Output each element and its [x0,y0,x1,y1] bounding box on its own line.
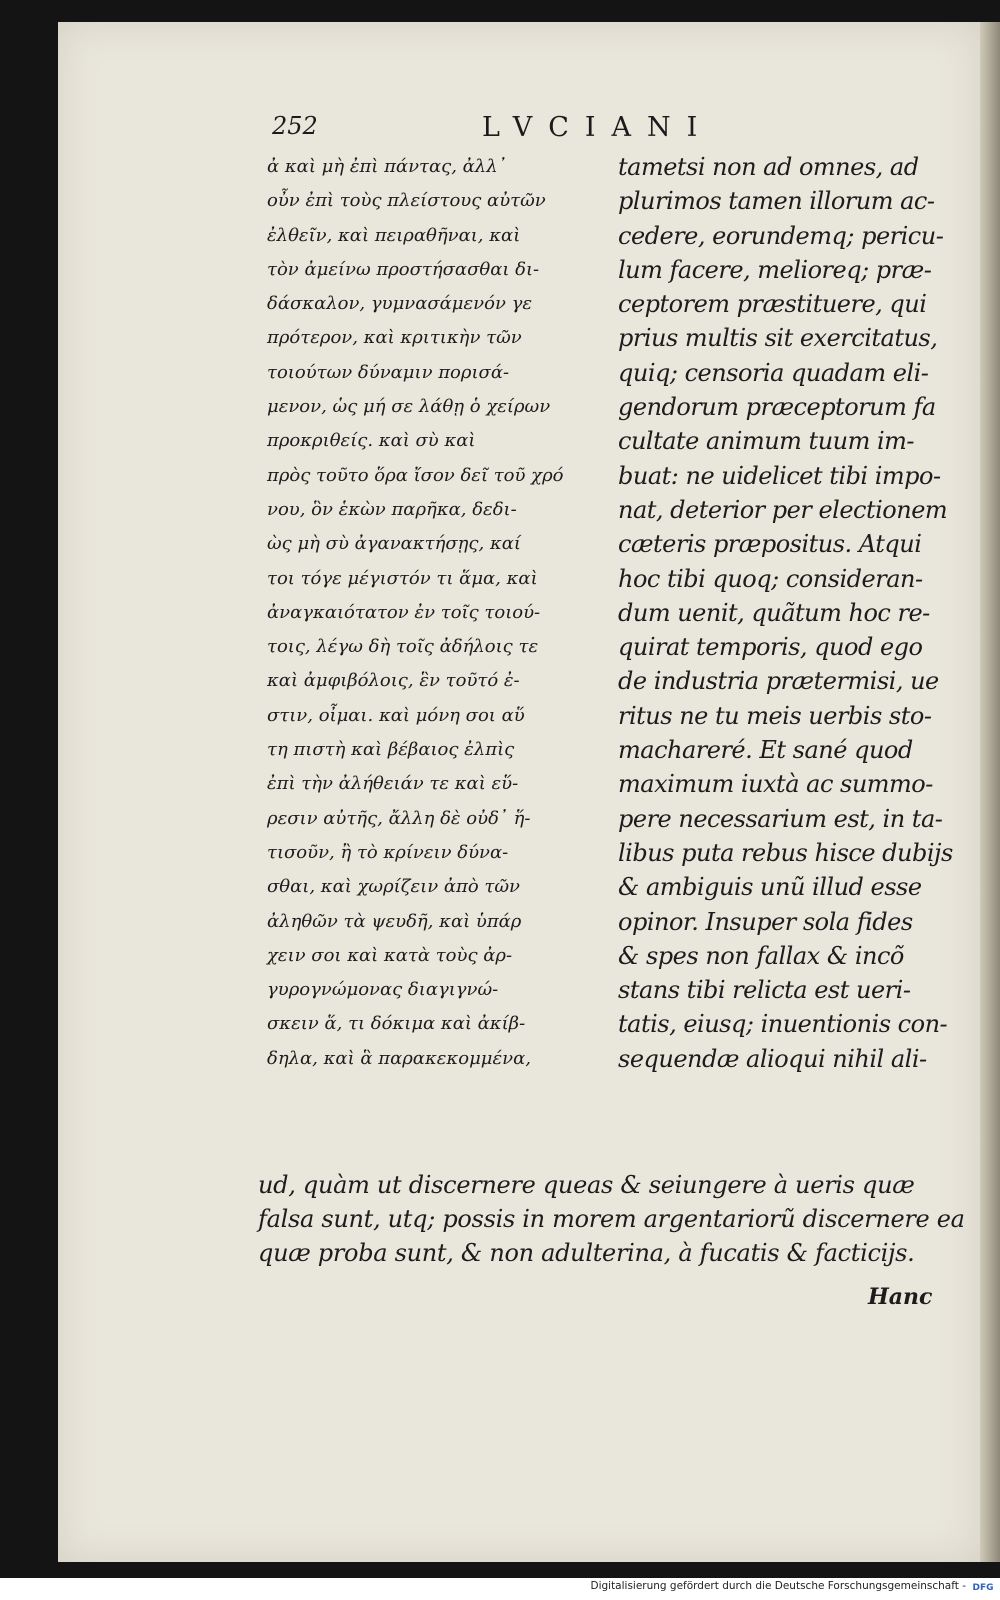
greek-line: τισοῦν, ἢ τὸ κρίνειν δύνα- [267,841,509,863]
latin-line: & ambiguis unũ illud esse [618,873,922,902]
latin-line: ritus ne tu meis uerbis sto- [618,701,932,730]
greek-line: τοιούτων δύναμιν πορισά- [267,361,510,383]
greek-line: σθαι, καὶ χωρίζειν ἀπὸ τῶν [267,876,521,898]
greek-line: ἀληθῶν τὰ ψευδῆ, καὶ ὑπάρ [267,910,522,932]
page-edge [980,22,1000,1562]
greek-line: τοι τόγε μέγιστόν τι ἅμα, καὶ [267,567,538,589]
greek-line: μενον, ὡς μή σε λάθῃ ὁ χείρων [267,396,551,418]
greek-line: ὼς μὴ σὺ ἀγανακτήσῃς, καί [267,533,521,555]
latin-line: libus puta rebus hisce dubijs [618,838,953,867]
latin-line: cæteris præpositus. Atqui [618,530,922,559]
greek-line: ρεσιν αὐτῆς, ἄλλη δὲ οὐδ᾽ ἥ- [267,807,531,829]
text-line: quæ proba sunt, & non adulterina, à fucatis & facticijs. [258,1239,915,1267]
greek-line: ἀναγκαιότατον ἐν τοῖς τοιού- [267,601,541,623]
greek-line: γυρογνώμονας διαγιγνώ- [267,979,499,1001]
full-width-text [258,1168,965,1270]
text-line: falsa sunt, utq; possis in morem argentariorũ discernere ea [258,1205,965,1233]
latin-line: sequendæ alioqui nihil ali- [618,1044,927,1073]
greek-line: οὖν ἐπὶ τοὺς πλείστους αὐτῶν [267,190,546,212]
latin-line: cedere, eorundemq; pericu- [618,221,944,250]
latin-line: quiq; censoria quadam eli- [618,358,929,387]
latin-line: plurimos tamen illorum ac- [618,187,935,216]
latin-line: hoc tibi quoq; consideran- [618,564,923,593]
latin-column [618,150,953,1076]
catchword: Hanc [868,1284,933,1310]
greek-line: χειν σοι καὶ κατὰ τοὺς ἀρ- [267,944,513,966]
digitization-credit: Digitalisierung gefördert durch die Deutsche Forschungsgemeinschaft - [590,1580,966,1592]
greek-line: σκειν ἅ, τι δόκιμα καὶ ἀκίβ- [267,1013,526,1035]
greek-line: ἐπὶ τὴν ἀλήθειάν τε καὶ εὕ- [267,773,519,795]
greek-line: νου, ὃν ἑκὼν παρῆκα, δεδι- [267,498,517,520]
latin-line: tametsi non ad omnes, ad [618,153,919,181]
running-title: LVCIANI [482,112,714,143]
greek-line: ἀ καὶ μὴ ἐπὶ πάντας, ἀλλ᾽ [267,156,507,177]
latin-line: de industria prætermisi, ue [618,667,939,696]
text-line: ud, quàm ut discernere queas & seiungere à ueris quæ [258,1171,915,1199]
latin-line: dum uenit, quãtum hoc re- [618,598,930,627]
latin-line: & spes non fallax & incõ [618,941,904,970]
latin-line: quirat temporis, quod ego [618,633,923,662]
greek-line: δάσκαλον, γυμνασάμενόν γε [267,293,533,315]
folio-number: 252 [272,112,318,140]
latin-line: tatis, eiusq; inuentionis con- [618,1010,948,1039]
latin-line: maximum iuxtà ac summo- [618,770,933,799]
latin-line: nat, deterior per electionem [618,495,948,524]
greek-line: στιν, οἶμαι. καὶ μόνη σοι αὕ [267,704,525,726]
greek-line: τοις, λέγω δὴ τοῖς ἀδήλοις τε [267,636,539,658]
latin-line: lum facere, melioreq; præ- [618,255,932,284]
latin-line: pere necessarium est, in ta- [618,804,943,833]
latin-line: stans tibi relicta est ueri- [618,976,911,1005]
greek-line: πρότερον, καὶ κριτικὴν τῶν [267,327,522,349]
latin-line: buat: ne uidelicet tibi impo- [618,461,941,490]
greek-line: τὸν ἀμείνω προστήσασθαι δι- [267,258,540,280]
latin-line: gendorum præceptorum fa [618,393,936,422]
greek-line: προκριθείς. καὶ σὺ καὶ [267,430,476,452]
greek-line: τη πιστὴ καὶ βέβαιος ἐλπὶς [267,739,515,761]
page-header [272,112,792,146]
latin-line: prius multis sit exercitatus, [618,324,938,353]
dfg-logo-icon: DFG [972,1583,994,1593]
greek-line: καὶ ἀμφιβόλοις, ἓν τοῦτό ἐ- [267,670,520,692]
greek-column [267,150,612,1076]
latin-line: opinor. Insuper sola fides [618,907,913,936]
greek-line: ἐλθεῖν, καὶ πειραθῆναι, καὶ [267,224,521,246]
latin-line: ceptorem præstituere, qui [618,290,927,319]
latin-line: cultate animum tuum im- [618,427,915,456]
greek-line: πρὸς τοῦτο ὅρα ἴσον δεῖ τοῦ χρό [267,464,564,486]
greek-line: δηλα, καὶ ἃ παρακεκομμένα, [267,1047,531,1069]
latin-line: machareré. Et sané quod [618,736,913,765]
